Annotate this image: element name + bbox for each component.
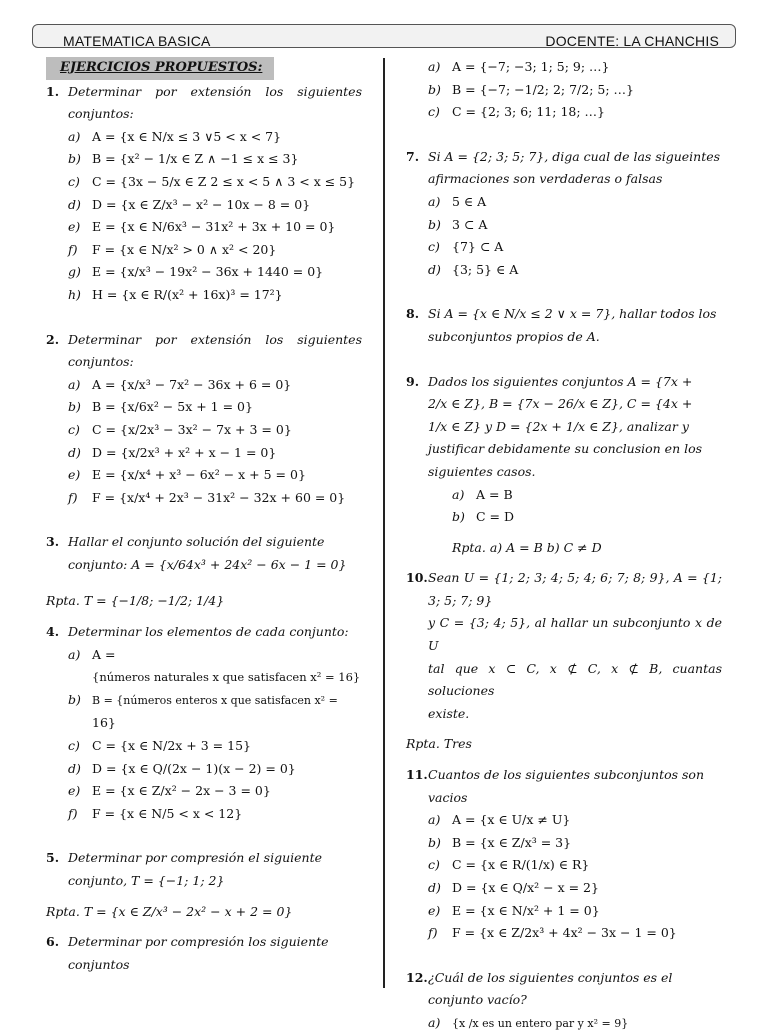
exercise-text: afirmaciones son verdaderas o falsas (428, 171, 663, 187)
list-item: c) C = {x ∈ R/(1/x) ∈ R} (428, 857, 590, 873)
column-divider (383, 58, 385, 988)
exercise-number: 12. (406, 969, 428, 985)
list-item: a) A = {−7; −3; 1; 5; 9; …} (428, 59, 610, 74)
exercise-11 (406, 764, 722, 809)
exercise-text: 1/x ∈ Z} y D = {2x + 1/x ∈ Z}, analizar y (428, 418, 689, 434)
exercise-12 (406, 967, 722, 1012)
exercise-5 (46, 847, 362, 892)
list-item: d) D = {x ∈ Z/x³ − x² − 10x − 8 = 0} (68, 196, 311, 212)
exercise-text: existe. (428, 705, 470, 721)
exercise-text: ¿Cuál de los siguientes conjuntos es el (428, 969, 673, 985)
exercise-text: conjunto: A = {x/64x³ + 24x² − 6x − 1 = 0} (68, 556, 347, 572)
exercise-number: 11. (406, 767, 428, 783)
teacher-name: DOCENTE: LA CHANCHIS (545, 33, 719, 49)
exercise-text: Determinar los elementos de cada conjunto: (68, 624, 349, 640)
list-item: d) D = {x/2x³ + x² + x − 1 = 0} (68, 444, 277, 460)
exercise-number: 2. (46, 331, 60, 347)
list-item: a) A = {x ∈ U/x ≠ U} (428, 812, 571, 828)
list-item: b) 3 ⊂ A (428, 216, 488, 232)
exercise-text: Dados los siguientes conjuntos A = {7x + (428, 373, 693, 389)
exercise-8 (406, 303, 722, 348)
list-item: e) E = {x ∈ N/6x³ − 31x² + 3x + 10 = 0} (68, 219, 336, 235)
exercise-text: 2/x ∈ Z}, B = {7x − 26/x ∈ Z}, C = {4x + (428, 396, 693, 412)
exercise-1 (46, 81, 362, 126)
exercise-text: Determinar por extensión los siguientes conjuntos: (68, 83, 362, 122)
exercise-text: siguientes casos. (428, 463, 536, 479)
list-item: f) F = {x ∈ N/x² > 0 ∧ x² < 20} (68, 241, 277, 257)
section-title: EJERCICIOS PROPUESTOS: (46, 57, 274, 80)
exercise-text: Hallar el conjunto solución del siguiente (68, 534, 325, 550)
answer: Rpta. T = {x ∈ Z/x³ − 2x² − x + 2 = 0} (46, 903, 293, 919)
course-title: MATEMATICA BASICA (63, 33, 211, 49)
list-item: a) {x /x es un entero par y x² = 9} (428, 1014, 629, 1030)
exercise-4 (46, 621, 362, 644)
list-item: b) B = {x ∈ Z/x³ = 3} (428, 834, 572, 850)
answer: Rpta. a) A = B b) C ≠ D (452, 539, 602, 555)
list-item: d) D = {x ∈ Q/(2x − 1)(x − 2) = 0} (68, 760, 296, 776)
left-column (46, 56, 362, 976)
exercise-number: 10. (406, 570, 428, 586)
exercise-text: tal que x ⊂ C, x ⊄ C, x ⊄ B, cuantas soluciones (428, 660, 722, 699)
list-item: b) B = {−7; −1/2; 2; 7/2; 5; …} (428, 81, 634, 97)
list-item: a) A = B (452, 486, 513, 502)
list-item: c) C = {2; 3; 6; 11; 18; …} (428, 104, 605, 120)
exercise-number: 8. (406, 306, 420, 322)
list-item: f) F = {x ∈ N/5 < x < 12} (68, 805, 243, 821)
exercise-text: Cuantos de los siguientes subconjuntos son (428, 767, 705, 783)
list-item: e) E = {x ∈ Z/x² − 2x − 3 = 0} (68, 783, 271, 799)
exercise-3 (46, 531, 362, 576)
list-item: g) E = {x/x³ − 19x² − 36x + 1440 = 0} (68, 264, 324, 280)
right-column (406, 56, 722, 1036)
list-item: c) C = {x/2x³ − 3x² − 7x + 3 = 0} (68, 421, 292, 437)
list-item: c) C = {x ∈ N/2x + 3 = 15} (68, 738, 251, 754)
list-item: h) H = {x ∈ R/(x² + 16x)³ = 17²} (68, 286, 283, 302)
page-header (32, 24, 736, 48)
exercise-text: justificar debidamente su conclusion en los (428, 441, 703, 457)
exercise-number: 5. (46, 850, 60, 866)
list-item: b) B = {números enteros x que satisfacen x² = (68, 691, 338, 707)
list-item: d) D = {x ∈ Q/x² − x = 2} (428, 880, 599, 895)
list-item: b) C = D (452, 509, 515, 525)
answer: Rpta. T = {−1/8; −1/2; 1/4} (46, 593, 225, 609)
list-item: c) C = {3x − 5/x ∈ Z 2 ≤ x < 5 ∧ 3 < x ≤ 5} (68, 173, 356, 189)
list-item: b) B = {x² − 1/x ∈ Z ∧ −1 ≤ x ≤ 3} (68, 151, 299, 167)
list-item: f) F = {x ∈ Z/2x³ + 4x² − 3x − 1 = 0} (428, 925, 677, 941)
list-item: a) 5 ∈ A (428, 193, 487, 209)
list-item: b) B = {x/6x² − 5x + 1 = 0} (68, 399, 253, 415)
list-item: e) E = {x/x⁴ + x³ − 6x² − x + 5 = 0} (68, 467, 306, 483)
list-item: d) {3; 5} ∈ A (428, 261, 519, 277)
exercise-9 (406, 371, 722, 484)
list-item-continuation: 16} (92, 715, 116, 731)
exercise-text: Si A = {x ∈ N/x ≤ 2 ∨ x = 7}, hallar todos los (428, 306, 717, 322)
list-item: a) A = {x ∈ N/x ≤ 3 ∨5 < x < 7} (68, 128, 282, 144)
exercise-7 (406, 146, 722, 191)
exercise-number: 7. (406, 148, 420, 164)
exercise-number: 3. (46, 534, 60, 550)
list-item: f) F = {x/x⁴ + 2x³ − 31x² − 32x + 60 = 0} (68, 489, 346, 505)
exercise-number: 9. (406, 373, 420, 389)
list-item: e) E = {x ∈ N/x² + 1 = 0} (428, 902, 600, 918)
exercise-text: conjunto, T = {−1; 1; 2} (68, 873, 225, 888)
list-item: a) A = (68, 646, 116, 662)
exercise-text: conjuntos (68, 956, 130, 972)
exercise-text: Determinar por compresión los siguiente (68, 934, 329, 950)
exercise-text: conjunto vacío? (428, 992, 527, 1008)
exercise-text: y C = {3; 4; 5}, al hallar un subconjunto x de U (428, 615, 722, 654)
exercise-text: Determinar por extensión los siguientes conjuntos: (68, 331, 362, 370)
exercise-number: 6. (46, 934, 60, 950)
exercise-6 (46, 931, 362, 976)
exercise-text: Sean U = {1; 2; 3; 4; 5; 4; 6; 7; 8; 9}, A = {1; 3; 5; 7; 9} (428, 570, 722, 608)
list-item-continuation: {números naturales x que satisfacen x² = 16} (92, 670, 361, 685)
exercise-10 (406, 567, 722, 725)
exercise-number: 1. (46, 83, 60, 99)
list-item: a) A = {x/x³ − 7x² − 36x + 6 = 0} (68, 376, 292, 392)
exercise-text: vacios (428, 789, 468, 805)
answer: Rpta. Tres (406, 736, 472, 752)
exercise-number: 4. (46, 624, 60, 640)
exercise-text: Determinar por compresión el siguiente (68, 850, 323, 866)
exercise-2 (46, 329, 362, 374)
exercise-text: Si A = {2; 3; 5; 7}, diga cual de las sigueintes (428, 148, 721, 164)
list-item: c) {7} ⊂ A (428, 239, 504, 255)
exercise-text: subconjuntos propios de A. (428, 328, 600, 344)
